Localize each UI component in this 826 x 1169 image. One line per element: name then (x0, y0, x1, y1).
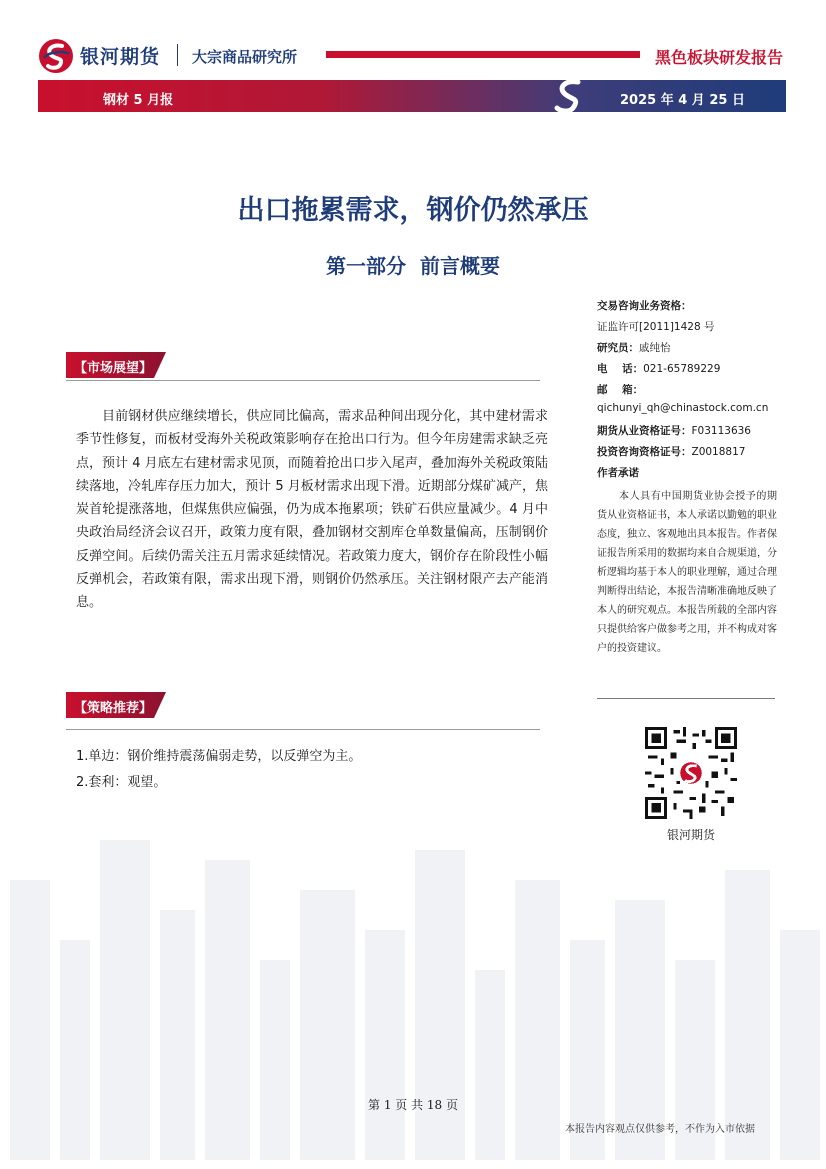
futures-cert-row: 期货从业资格证号：F03113636 (597, 425, 751, 437)
footer-disclaimer: 本报告内容观点仅供参考，不作为入市依据 (565, 1124, 755, 1135)
market-outlook-header (66, 352, 178, 378)
header-red-rule (326, 51, 640, 58)
institute-name: 大宗商品研究所 (192, 48, 298, 66)
report-type: 黑色板块研发报告 (655, 48, 784, 67)
author-promise-text: 本人具有中国期货业协会授予的期货从业资格证书，本人承诺以勤勉的职业态度，独立、客观地出具本报告。作者保证报告所采用的数据均来自合规渠道，分析逻辑均基于本人的职业理解，通过合理判断得出结论，本报告清晰准确地反映了本人的研究观点。本报告所载的全部内容只提供给客户做参考之用，并不构成对客户的投资建议。 (597, 491, 777, 654)
galaxy-futures-logo-icon (38, 38, 74, 74)
sidebar-divider (597, 698, 775, 699)
strategy-header (66, 692, 178, 718)
s-swoosh-icon (552, 78, 586, 114)
header-divider (177, 44, 178, 66)
page-number: 第 1 页 共 18 页 (368, 1098, 458, 1112)
analyst-row: 研究员：戚纯怡 (597, 342, 671, 354)
promise-label: 作者承诺 (597, 467, 639, 479)
advisory-cert-row: 投资咨询资格证号：Z0018817 (597, 446, 746, 458)
qr-code-icon[interactable] (645, 727, 737, 819)
license-label: 交易咨询业务资格： (597, 300, 692, 312)
market-outlook-label: 【市场展望】 (74, 361, 153, 376)
qr-caption: 银河期货 (666, 828, 715, 842)
brand-name: 银河期货 (80, 46, 161, 68)
section-subtitle: 第一部分 前言概要 (326, 254, 500, 278)
email-value[interactable]: qichunyi_qh@chinastock.com.cn (597, 402, 769, 414)
license-value: 证监许可[2011]1428 号 (597, 321, 715, 333)
report-series: 钢材 5 月报 (103, 93, 174, 108)
market-outlook-text: 目前钢材供应继续增长，供应同比偏高，需求品种间出现分化，其中建材需求季节性修复，而板材受海外关税政策影响存在抢出口行为。但今年房建需求缺乏亮点，预计 4 月底左右建材需求见顶，而随着抢出口步入尾声，叠加海外关税政策陆续落地，冷轧库存压力加大，预计 5 月板材需求出现下滑。近期部分煤矿减产，焦炭首轮提涨落地，但煤焦供应偏强，仍为成本拖累项；铁矿石供应量减少。4 月中央政治局经济会议召开，政策力度有限，叠加钢材交割库仓单数量偏高，压制钢价反弹空间。后续仍需关注五月需求延续情况。若政策力度大，钢价存在阶段性小幅反弹机会，若政策有限，需求出现下滑，则钢价仍然承压。关注钢材限产去产能消息。 (76, 409, 548, 611)
report-title: 出口拖累需求，钢价仍然承压 (237, 195, 589, 226)
section-divider (66, 380, 540, 381)
strategy-item: 1.单边：钢价维持震荡偏弱走势，以反弹空为主。 (76, 749, 362, 764)
report-date: 2025 年 4 月 25 日 (620, 93, 745, 108)
strategy-label: 【策略推荐】 (74, 701, 153, 716)
phone-row: 电 话：021-65789229 (597, 363, 721, 375)
section-divider (66, 729, 540, 730)
strategy-item: 2.套利：观望。 (76, 775, 167, 790)
email-label: 邮 箱： (597, 384, 644, 396)
